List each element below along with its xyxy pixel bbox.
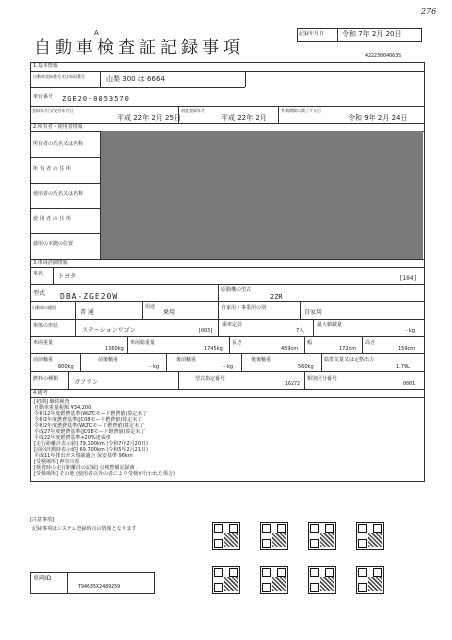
- engine-value: 2ZR: [270, 293, 283, 301]
- weight-value: 1360kg: [105, 346, 124, 352]
- displacement-label: 総排気量又は定格出力: [324, 357, 375, 363]
- remark-line: [受検場所] 神奈川県: [34, 459, 80, 465]
- body-code: [003]: [198, 328, 214, 334]
- displacement-value: 1.79L: [396, 364, 410, 370]
- fuel-label: 燃料の種類: [33, 376, 59, 382]
- qr-code: [308, 566, 336, 594]
- vehicle-id-label: 車両ID: [33, 575, 52, 582]
- front-rear-axle-value: －kg: [148, 364, 160, 370]
- make-code: [104]: [399, 275, 418, 282]
- front-front-axle-label: 前前軸重: [33, 357, 54, 363]
- vehicle-id-value-box: [67, 572, 155, 594]
- rear-front-axle-value: －kg: [222, 364, 234, 370]
- chassis-value: ZGE20-0053570: [62, 95, 130, 103]
- base-location-label: 使用の本拠の位置: [33, 241, 74, 247]
- make-label: 車名: [33, 271, 44, 277]
- first-year-value: 平成 22年 2月: [221, 114, 267, 122]
- qr-code: [212, 566, 240, 594]
- redaction-block: [101, 131, 423, 259]
- class-number-label: 類別区分番号: [307, 376, 338, 382]
- max-load-label: 最大積載量: [317, 322, 343, 328]
- weight-label: 車両重量: [33, 340, 54, 346]
- remark-line: [受検場所] その他 (使用者以外の者により受検が行われた場合): [34, 471, 175, 477]
- remark-line: 令和2年度燃費基準(JC08モード燃費値)算定未了: [34, 417, 143, 423]
- first-reg-value: 平成 22年 2月 25日: [117, 114, 181, 122]
- user-name-label: 使用者の氏名又は名称: [33, 191, 84, 197]
- notes-line: 記録事項はシステム登録時点の情報となります: [32, 526, 137, 532]
- front-front-axle-value: 800kg: [58, 364, 74, 370]
- class-number-value: 0001: [403, 381, 416, 387]
- length-value: 459cm: [281, 346, 299, 352]
- use-value: 乗用: [163, 309, 176, 316]
- reg-value: 山梨 300 は 6664: [106, 75, 165, 83]
- body-label: 車体の形状: [33, 323, 59, 329]
- remark-line: 平成11年排出ガス規制適合 保安基準 96km: [34, 453, 133, 459]
- user-address-label: 使 用 者 の 住 所: [33, 216, 71, 222]
- remark-line: 自動車重量税額 ¥34,200: [34, 405, 92, 411]
- qr-code: [212, 522, 240, 550]
- section1-heading: 1.基本情報: [33, 63, 58, 69]
- type-number-label: 型式指定番号: [195, 376, 226, 382]
- corner-number: 276: [421, 7, 437, 16]
- remark-line: 平成22年度燃費基準+20%達成車: [34, 435, 111, 441]
- remark-line: [前回計測時表示値] 69,700km (令和5年2月21日): [34, 447, 148, 453]
- private-value: 自家用: [304, 309, 323, 316]
- make-value: トヨタ: [58, 273, 77, 280]
- model-value: DBA-ZGE20W: [60, 292, 119, 301]
- chassis-label: 車台番号: [33, 94, 54, 100]
- kind-value: 普 通: [80, 309, 94, 316]
- gross-label: 車両総重量: [130, 340, 156, 346]
- rear-rear-axle-value: 560kg: [298, 364, 314, 370]
- issue-date-label: 記録年月日: [299, 31, 325, 37]
- expiry-value: 令和 9年 2月 24日: [348, 114, 408, 122]
- qr-code: [356, 522, 384, 550]
- first-year-label: 初度登録年月: [181, 108, 205, 113]
- fuel-value: ガソリン: [74, 379, 99, 386]
- qr-code: [260, 566, 288, 594]
- private-label: 自家用・事業用の別: [221, 305, 267, 311]
- remark-line: [検査時の走行距離計の記録] 点検整備記録簿: [34, 465, 135, 471]
- owner-address-label: 所 有 者 の 住 所: [33, 166, 71, 172]
- kind-label: 自動車の種別: [32, 305, 56, 310]
- width-label: 幅: [307, 340, 313, 346]
- length-label: 長さ: [232, 340, 243, 346]
- section2-heading: 2.所有者・使用者情報: [33, 124, 83, 130]
- type-number-value: 16272: [285, 381, 301, 387]
- capacity-value: 7人: [296, 328, 305, 334]
- first-reg-label: 登録年月日/交付年月日: [32, 108, 74, 113]
- section3-heading: 3.車両詳細情報: [33, 260, 68, 266]
- top-marker: A: [94, 29, 99, 37]
- front-rear-axle-label: 前後軸重: [98, 357, 119, 363]
- section4-heading: 4.備考: [33, 390, 48, 396]
- remark-line: 平成27年度燃費基準(JC08モード燃費値)算定未了: [34, 429, 146, 435]
- rear-front-axle-label: 後前軸重: [176, 357, 197, 363]
- capacity-label: 乗車定員: [222, 322, 243, 328]
- body-value: ステーションワゴン: [82, 327, 136, 334]
- max-load-value: －kg: [404, 328, 416, 334]
- height-label: 高さ: [365, 340, 376, 346]
- width-value: 172cm: [339, 346, 357, 352]
- owner-name-label: 所有者の氏名又は名称: [33, 141, 84, 147]
- engine-label: 原動機の型式: [221, 287, 252, 293]
- remark-line: 令和2年度燃費基準(WLTCモード燃費値)算定未了: [34, 423, 145, 429]
- qr-code: [260, 522, 288, 550]
- rear-rear-axle-label: 後後軸重: [251, 357, 272, 363]
- height-value: 159cm: [398, 346, 416, 352]
- model-label: 型式: [33, 290, 46, 297]
- remark-line: [初期] 継続検査: [34, 399, 70, 405]
- reg-label: 自動車登録番号又は車両番号: [33, 74, 85, 79]
- gross-value: 1745kg: [204, 346, 223, 352]
- expiry-label: 有効期間の満了する日: [281, 108, 321, 113]
- document-title: 自動車検査証記録事項: [34, 38, 244, 58]
- issue-date-value: 令和 7年 2月 20日: [342, 30, 402, 38]
- vehicle-id-value: T94635X2489259: [78, 584, 121, 590]
- remark-line: 令和12年度燃費基準(WLTCモード燃費値)算定未了: [34, 411, 148, 417]
- qr-code: [356, 566, 384, 594]
- serial-number: 42223004063S: [365, 53, 402, 59]
- qr-code: [308, 522, 336, 550]
- notes-heading: [注意事項]: [30, 517, 54, 523]
- remark-line: [走行距離計表示値] 79,100km (令和7年2月20日): [34, 441, 148, 447]
- use-label: 用途: [145, 304, 156, 310]
